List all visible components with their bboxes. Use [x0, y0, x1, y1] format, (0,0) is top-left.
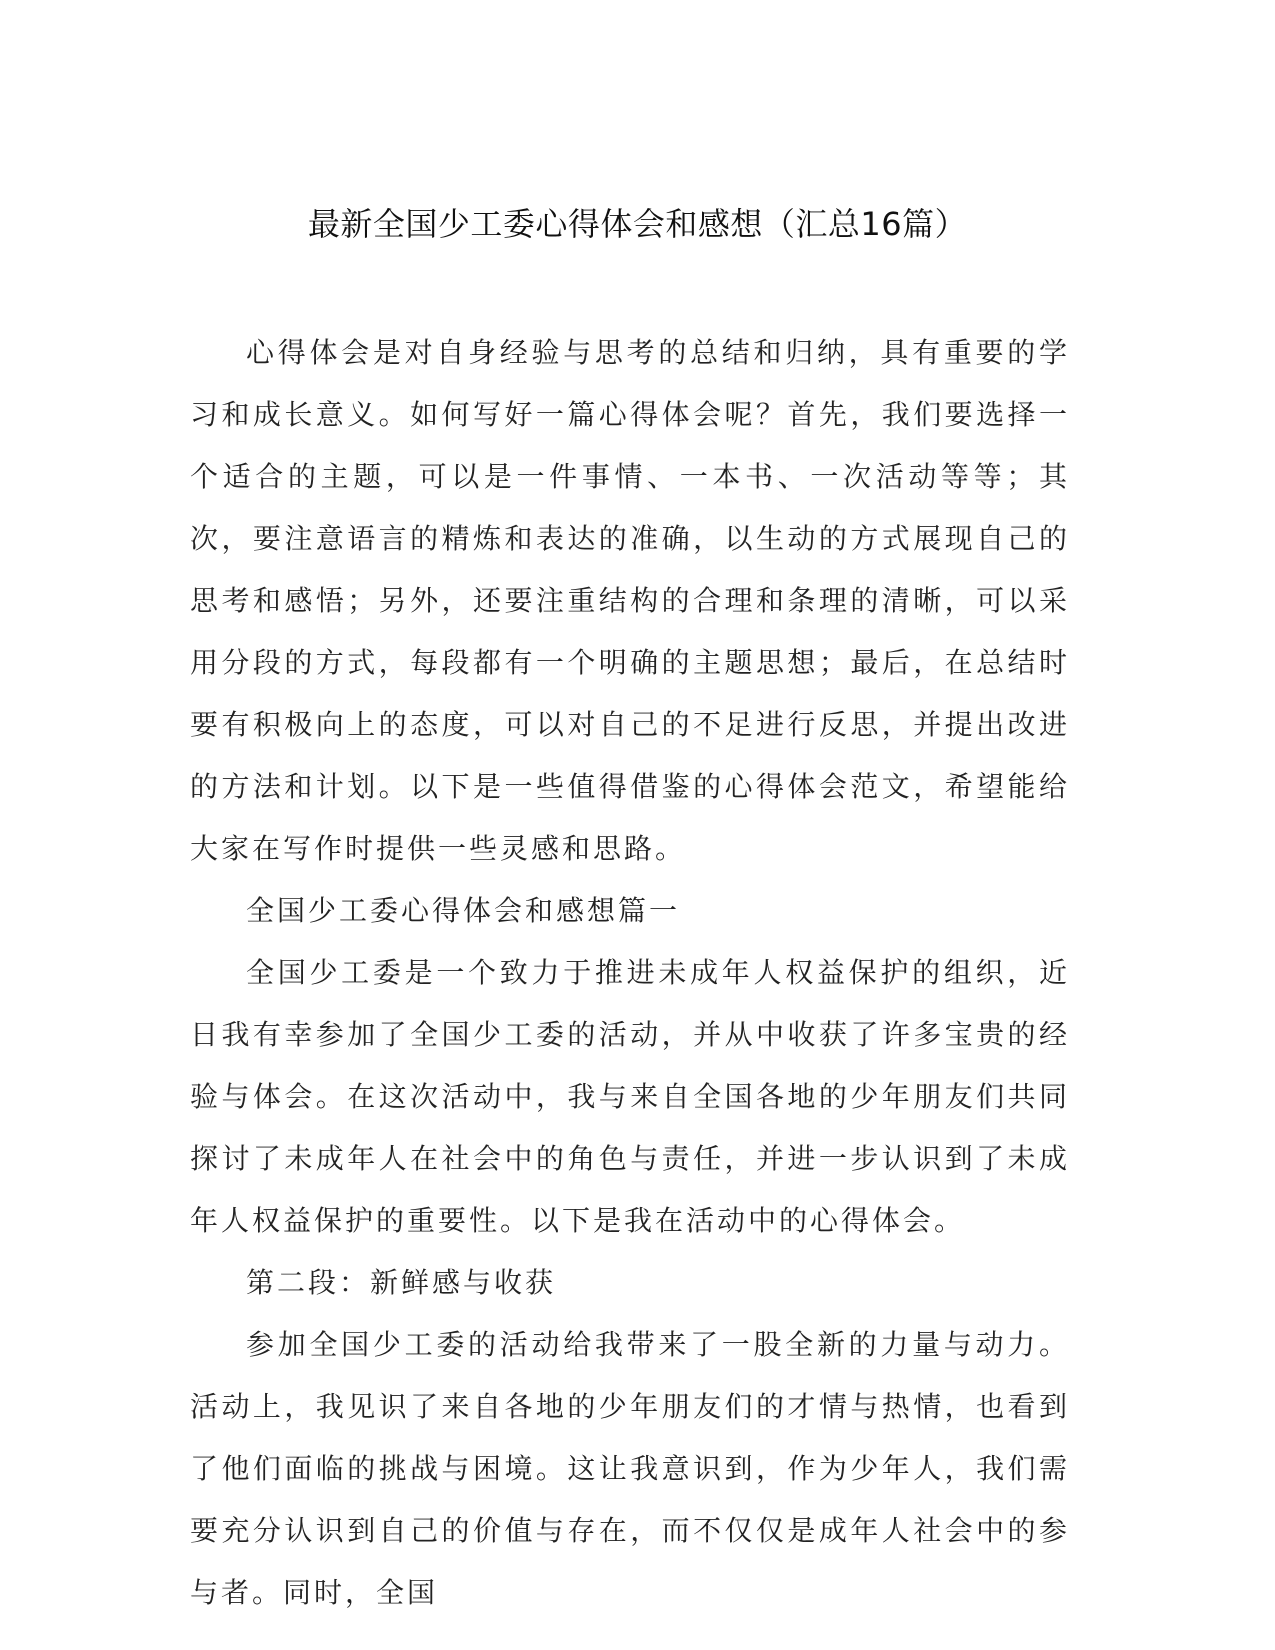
- section-heading-2: 第二段：新鲜感与收获: [246, 1266, 557, 1299]
- section-paragraph-1: 全国少工委是一个致力于推进未成年人权益保护的组织，近日我有幸参加了全国少工委的活动，并从中收获了许多宝贵的经验与体会。在这次活动中，我与来自全国各地的少年朋友们共同探讨了未成年人在社会中的角色与责任，并进一步认识到了未成年人权益保护的重要性。以下是我在活动中的心得体会。: [190, 956, 1070, 1237]
- section-heading-1: 全国少工委心得体会和感想篇一: [246, 894, 681, 927]
- section-paragraph-2: 参加全国少工委的活动给我带来了一股全新的力量与动力。活动上，我见识了来自各地的少年朋友们的才情与热情，也看到了他们面临的挑战与困境。这让我意识到，作为少年人，我们需要充分认识到自己的价值与存在，而不仅仅是成年人社会中的参与者。同时，全国: [190, 1328, 1070, 1609]
- document-title: 最新全国少工委心得体会和感想（汇总16篇）: [307, 205, 968, 243]
- intro-paragraph: 心得体会是对自身经验与思考的总结和归纳，具有重要的学习和成长意义。如何写好一篇心得体会呢？首先，我们要选择一个适合的主题，可以是一件事情、一本书、一次活动等等；其次，要注意语言的精炼和表达的准确，以生动的方式展现自己的思考和感悟；另外，还要注重结构的合理和条理的清晰，可以采用分段的方式，每段都有一个明确的主题思想；最后，在总结时要有积极向上的态度，可以对自己的不足进行反思，并提出改进的方法和计划。以下是一些值得借鉴的心得体会范文，希望能给大家在写作时提供一些灵感和思路。: [190, 336, 1070, 865]
- document-body: [190, 322, 1070, 1624]
